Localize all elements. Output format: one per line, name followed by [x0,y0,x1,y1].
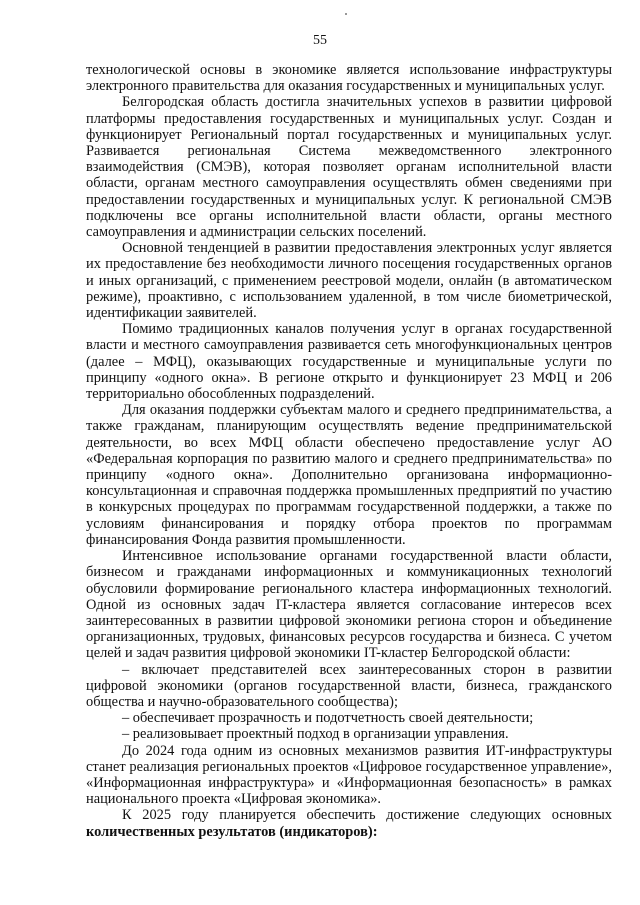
paragraph-mfc-network: Помимо традиционных каналов получения услуг в органах государственной власти и местного самоуправления развивается сеть многофункциональных центров (далее – МФЦ), оказывающих государственные и муниципальные услуги по принципу «одного окна». В регионе открыто и функционирует 23 МФЦ и 206 территориально обособленных подразделений. [86,321,612,403]
document-body [86,62,612,840]
list-item-representatives: – включает представителей всех заинтересованных сторон в развитии цифровой экономики (органов государственной власти, бизнеса, гражданского общества и научно-образовательного сообщества); [86,661,612,710]
results-intro-text: К 2025 году планируется обеспечить достижение следующих основных [122,807,612,824]
paragraph-continuation: технологической основы в экономике является использование инфраструктуры электронного правительства для оказания государственных и муниципальных услуг. [86,62,612,95]
list-item-project-approach: – реализовывает проектный подход в организации управления. [122,726,509,743]
list-item-transparency: – обеспечивает прозрачность и подотчетность своей деятельности; [122,710,534,727]
paragraph-business-support: Для оказания поддержки субъектам малого и среднего предпринимательства, а также гражданам, планирующим осуществлять ведение предпринимательской деятельности, во всех МФЦ области обеспечено предоставление услуг АО «Федеральная корпорация по развитию малого и среднего предпринимательства» по принципу «одного окна». Дополнительно организована информационно-консультационная и справочная поддержка промышленных предприятий по участию в конкурсных процедурах по программам государственной поддержки, а также по условиям финансирования и порядку отбора проектов по программам финансирования Фонда развития промышленности. [86,402,612,548]
paragraph-regional-projects: До 2024 года одним из основных механизмов развития ИТ-инфраструктуры станет реализация региональных проектов «Цифровое государственное управление», «Информационная инфраструктура» и «Информационная безопасность» в рамках национального проекта «Цифровая экономика». [86,742,612,808]
paragraph-belgorod-platform: Белгородская область достигла значительных успехов в развитии цифровой платформы предоставления государственных и муниципальных услуг. Создан и функционирует Региональный портал государственных и муниципальных услуг. Развивается региональная Система межведомственного электронного взаимодействия (СМЭВ), которая позволяет органам исполнительной власти области, органам местного самоуправления осуществлять обмен сведениями при предоставлении государственных и муниципальных услуг. К региональной СМЭВ подключены все органы исполнительной власти области, органы местного самоуправления и администрации сельских поселений. [86,94,612,241]
scan-speck [345,13,347,15]
paragraph-it-cluster: Интенсивное использование органами государственной власти области, бизнесом и гражданами информационных и коммуникационных технологий обусловили формирование регионального кластера информационных технологий. Одной из основных задач IT-кластера является согласование интересов всех заинтересованных в развитии цифровой экономики региона сторон и объединение организационных, трудовых, финансовых ресурсов государства и бизнеса. С учетом целей и задач развития цифровой экономики IT-кластер Белгородской области: [86,548,612,662]
results-intro-bold: количественных результатов (индикаторов): [86,823,378,840]
paragraph-main-trend: Основной тенденцией в развитии предоставления электронных услуг является их предоставление без необходимости личного посещения государственных органов и иных организаций, с применением реестровой модели, онлайн (в автоматическом режиме), проактивно, с использованием удаленной, в том числе биометрической, идентификации заявителей. [86,240,612,322]
page-number: 55 [313,33,327,48]
paragraph-results-intro [86,807,612,839]
